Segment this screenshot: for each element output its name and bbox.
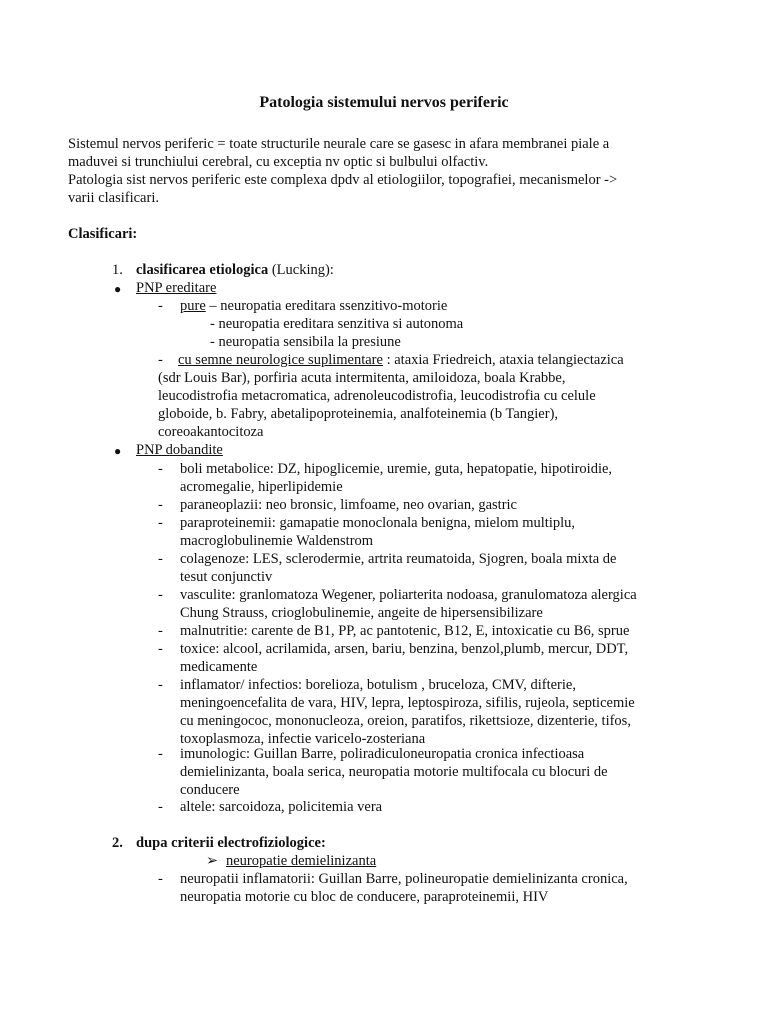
dobandite-item-line: macroglobulinemie Waldenstrom <box>180 533 374 549</box>
section1-suffix: (Lucking): <box>271 262 334 278</box>
intro-paragraph <box>68 135 708 207</box>
dash-icon: - <box>158 587 163 603</box>
dobandite-item: vasculite: granlomatoza Wegener, poliarterita nodoasa, granulomatoza alergica <box>180 587 637 603</box>
section2-sub-label: neuropatie demielinizanta <box>226 853 377 869</box>
ereditare-label: PNP ereditare <box>136 280 217 296</box>
section2-number: 2. <box>112 835 123 851</box>
dobandite-item: colagenoze: LES, sclerodermie, artrita reumatoida, Sjogren, boala mixta de <box>180 551 617 567</box>
dash-icon: - <box>158 515 163 531</box>
dobandite-item: imunologic: Guillan Barre, poliradiculoneuropatia cronica infectioasa <box>180 746 585 762</box>
section1-heading <box>136 261 334 279</box>
semne-line: leucodistrofia metacromatica, adrenoleucodistrofia, leucodistrofia cu celule <box>158 388 596 404</box>
dash-icon: - <box>158 677 163 693</box>
dobandite-item-line: acromegalie, hiperlipidemie <box>180 479 343 495</box>
dobandite-item-line: cu meningococ, mononucleoza, oreion, paratifos, rikettsioze, dizenterie, tifos, <box>180 713 631 729</box>
semne-text: : ataxia Friedreich, ataxia telangiectazica <box>386 352 624 368</box>
section1-label: clasificarea etiologica <box>136 262 269 278</box>
dobandite-item: inflamator/ infectios: borelioza, botulism , bruceloza, CMV, difterie, <box>180 677 576 693</box>
intro-line: Sistemul nervos periferic = toate structurile neurale care se gasesc in afara membranei piale a <box>68 136 610 152</box>
dobandite-item: paraneoplazii: neo bronsic, limfoame, neo ovarian, gastric <box>180 497 517 513</box>
dobandite-item: altele: sarcoidoza, policitemia vera <box>180 799 383 815</box>
dobandite-item-line: toxoplasmoza, infectie varicelo-zosteriana <box>180 731 426 747</box>
arrow-icon: ➢ <box>206 853 219 869</box>
dash-icon: - <box>158 799 163 815</box>
intro-line: varii clasificari. <box>68 190 159 206</box>
dobandite-item: paraproteinemii: gamapatie monoclonala benigna, mielom multiplu, <box>180 515 576 531</box>
section2-label: dupa criterii electrofiziologice: <box>136 835 326 851</box>
bullet-icon: ● <box>114 282 122 296</box>
dash-icon: - <box>158 641 163 657</box>
dobandite-item-line: Chung Strauss, crioglobulinemie, angeite de hipersensibilizare <box>180 605 543 621</box>
section2-item: neuropatii inflamatorii: Guillan Barre, polineuropatie demielinizanta cronica, <box>180 871 628 887</box>
dobandite-item: malnutritie: carente de B1, PP, ac pantotenic, B12, E, intoxicatie cu B6, sprue <box>180 623 630 639</box>
pure-text: – neuropatia ereditara ssenzitivo-motorie <box>209 298 448 314</box>
section-heading: Clasificari: <box>68 226 138 242</box>
dash-icon: - <box>158 746 163 762</box>
semne-line: globoide, b. Fabry, abetalipoproteinemia, analfoteinemia (b Tangier), <box>158 406 559 422</box>
dash-icon: - <box>158 298 163 314</box>
pure-item-line: - neuropatia sensibila la presiune <box>210 334 401 350</box>
dobandite-item-line: tesut conjunctiv <box>180 569 273 585</box>
dobandite-label: PNP dobandite <box>136 442 223 458</box>
dobandite-item-line: medicamente <box>180 659 258 675</box>
dash-icon: - <box>158 871 163 887</box>
dobandite-item-line: demielinizanta, boala serica, neuropatia motorie multifocala cu blocuri de <box>180 764 608 780</box>
dash-icon: - <box>158 551 163 567</box>
intro-line: Patologia sist nervos periferic este complexa dpdv al etiologiilor, topografiei, mecanismelor -> <box>68 172 618 188</box>
dash-icon: - <box>158 623 163 639</box>
dobandite-item-line: conducere <box>180 782 240 798</box>
semne-line: (sdr Louis Bar), porfiria acuta intermitenta, amiloidoza, boala Krabbe, <box>158 370 566 386</box>
pure-item <box>180 297 447 315</box>
semne-label: cu semne neurologice suplimentare <box>178 352 383 368</box>
section1-number: 1. <box>112 262 123 278</box>
semne-line: coreoakantocitoza <box>158 424 264 440</box>
bullet-icon: ● <box>114 444 122 458</box>
dash-icon: - <box>158 352 163 368</box>
dash-icon: - <box>158 497 163 513</box>
dobandite-item-line: meningoencefalita de vara, HIV, lepra, leptospiroza, sifilis, rujeola, septicemie <box>180 695 635 711</box>
pure-item-line: - neuropatia ereditara senzitiva si autonoma <box>210 316 464 332</box>
section2-item-line: neuropatia motorie cu bloc de conducere, paraproteinemii, HIV <box>180 889 549 905</box>
dobandite-item: boli metabolice: DZ, hipoglicemie, uremie, guta, hepatopatie, hipotiroidie, <box>180 461 613 477</box>
intro-line: maduvei si trunchiului cerebral, cu exceptia nv optic si bulbului olfactiv. <box>68 154 489 170</box>
dobandite-item: toxice: alcool, acrilamida, arsen, bariu, benzina, benzol,plumb, mercur, DDT, <box>180 641 629 657</box>
semne-item <box>178 351 624 369</box>
dash-icon: - <box>158 461 163 477</box>
pure-label: pure <box>180 298 206 314</box>
document-title: Patologia sistemului nervos periferic <box>259 94 509 111</box>
